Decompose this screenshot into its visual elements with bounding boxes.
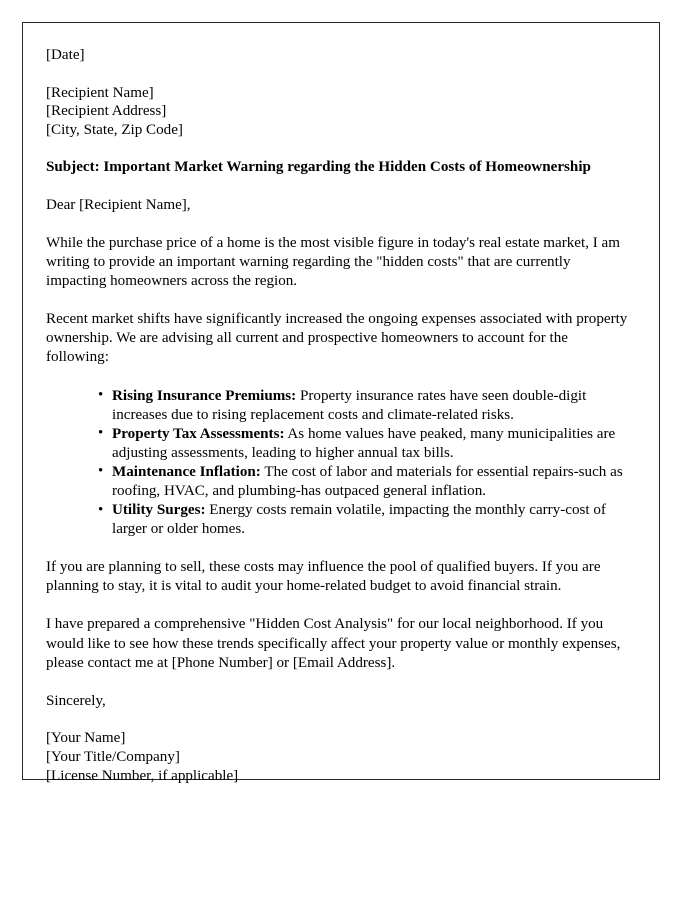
spacer-before-bullets [46, 368, 629, 387]
bullet-lead-label: Maintenance Inflation: [112, 463, 261, 480]
bullet-text: As home values have peaked, many municipalities are adjusting assessments, leading to higher annual tax bills. [112, 425, 616, 461]
salutation: Dear [Recipient Name], [46, 197, 191, 214]
recipient-name-line: [Recipient Name] [46, 84, 154, 101]
body-paragraph-2: Recent market shifts have significantly increased the ongoing expenses associated with property ownership. We are advising all current and prospective homeowners to account for the following: [46, 311, 628, 366]
spacer-after-salutation [46, 215, 629, 234]
bullet-text: The cost of labor and materials for essential repairs-such as roofing, HVAC, and plumbing-has outpaced general inflation. [112, 463, 623, 499]
date-placeholder: [Date] [46, 47, 85, 63]
closing-paragraph-2: I have prepared a comprehensive "Hidden Cost Analysis" for our local neighborhood. If you would like to see how these trends specifically affect your property value or monthly expenses, please contact me at [Phone Number] or [Email Address]. [46, 616, 621, 671]
letter-page [22, 22, 660, 784]
spacer-after-date [46, 65, 629, 84]
letter-body [46, 46, 629, 785]
list-item [98, 463, 629, 501]
spacer-after-subject [46, 177, 629, 196]
signature-license-number: [License Number, if applicable] [46, 767, 239, 784]
signature-name: [Your Name] [46, 730, 126, 747]
hidden-costs-list [46, 387, 629, 540]
spacer-between-paragraphs-1 [46, 291, 629, 310]
spacer-between-closing-paragraphs [46, 596, 629, 615]
spacer-after-signoff [46, 710, 629, 729]
bullet-lead-label: Rising Insurance Premiums: [112, 387, 297, 404]
list-item [98, 501, 629, 539]
bullet-lead-label: Utility Surges: [112, 502, 206, 519]
list-item [98, 425, 629, 463]
list-item [98, 387, 629, 425]
spacer-after-bullets [46, 539, 629, 558]
bullet-lead-label: Property Tax Assessments: [112, 425, 285, 442]
spacer-before-signoff [46, 673, 629, 692]
signature-title-company: [Your Title/Company] [46, 748, 180, 765]
spacer-after-recipient [46, 139, 629, 158]
bullet-text: Property insurance rates have seen double-digit increases due to rising replacement costs and climate-related risks. [112, 387, 587, 423]
sign-off: Sincerely, [46, 692, 106, 709]
recipient-city-state-zip-line: [City, State, Zip Code] [46, 121, 183, 138]
bullet-text: Energy costs remain volatile, impacting the monthly carry-cost of larger or older homes. [112, 502, 606, 538]
recipient-address-line: [Recipient Address] [46, 103, 167, 120]
body-paragraph-1: While the purchase price of a home is the most visible figure in today's real estate market, I am writing to provide an important warning regarding the "hidden costs" that are currently impacting homeowners across the region. [46, 234, 620, 290]
subject-line: Subject: Important Market Warning regarding the Hidden Costs of Homeownership [46, 159, 591, 176]
closing-paragraph-1: If you are planning to sell, these costs may influence the pool of qualified buyers. If you are planning to stay, it is vital to audit your home-related budget to avoid financial strain. [46, 559, 601, 595]
